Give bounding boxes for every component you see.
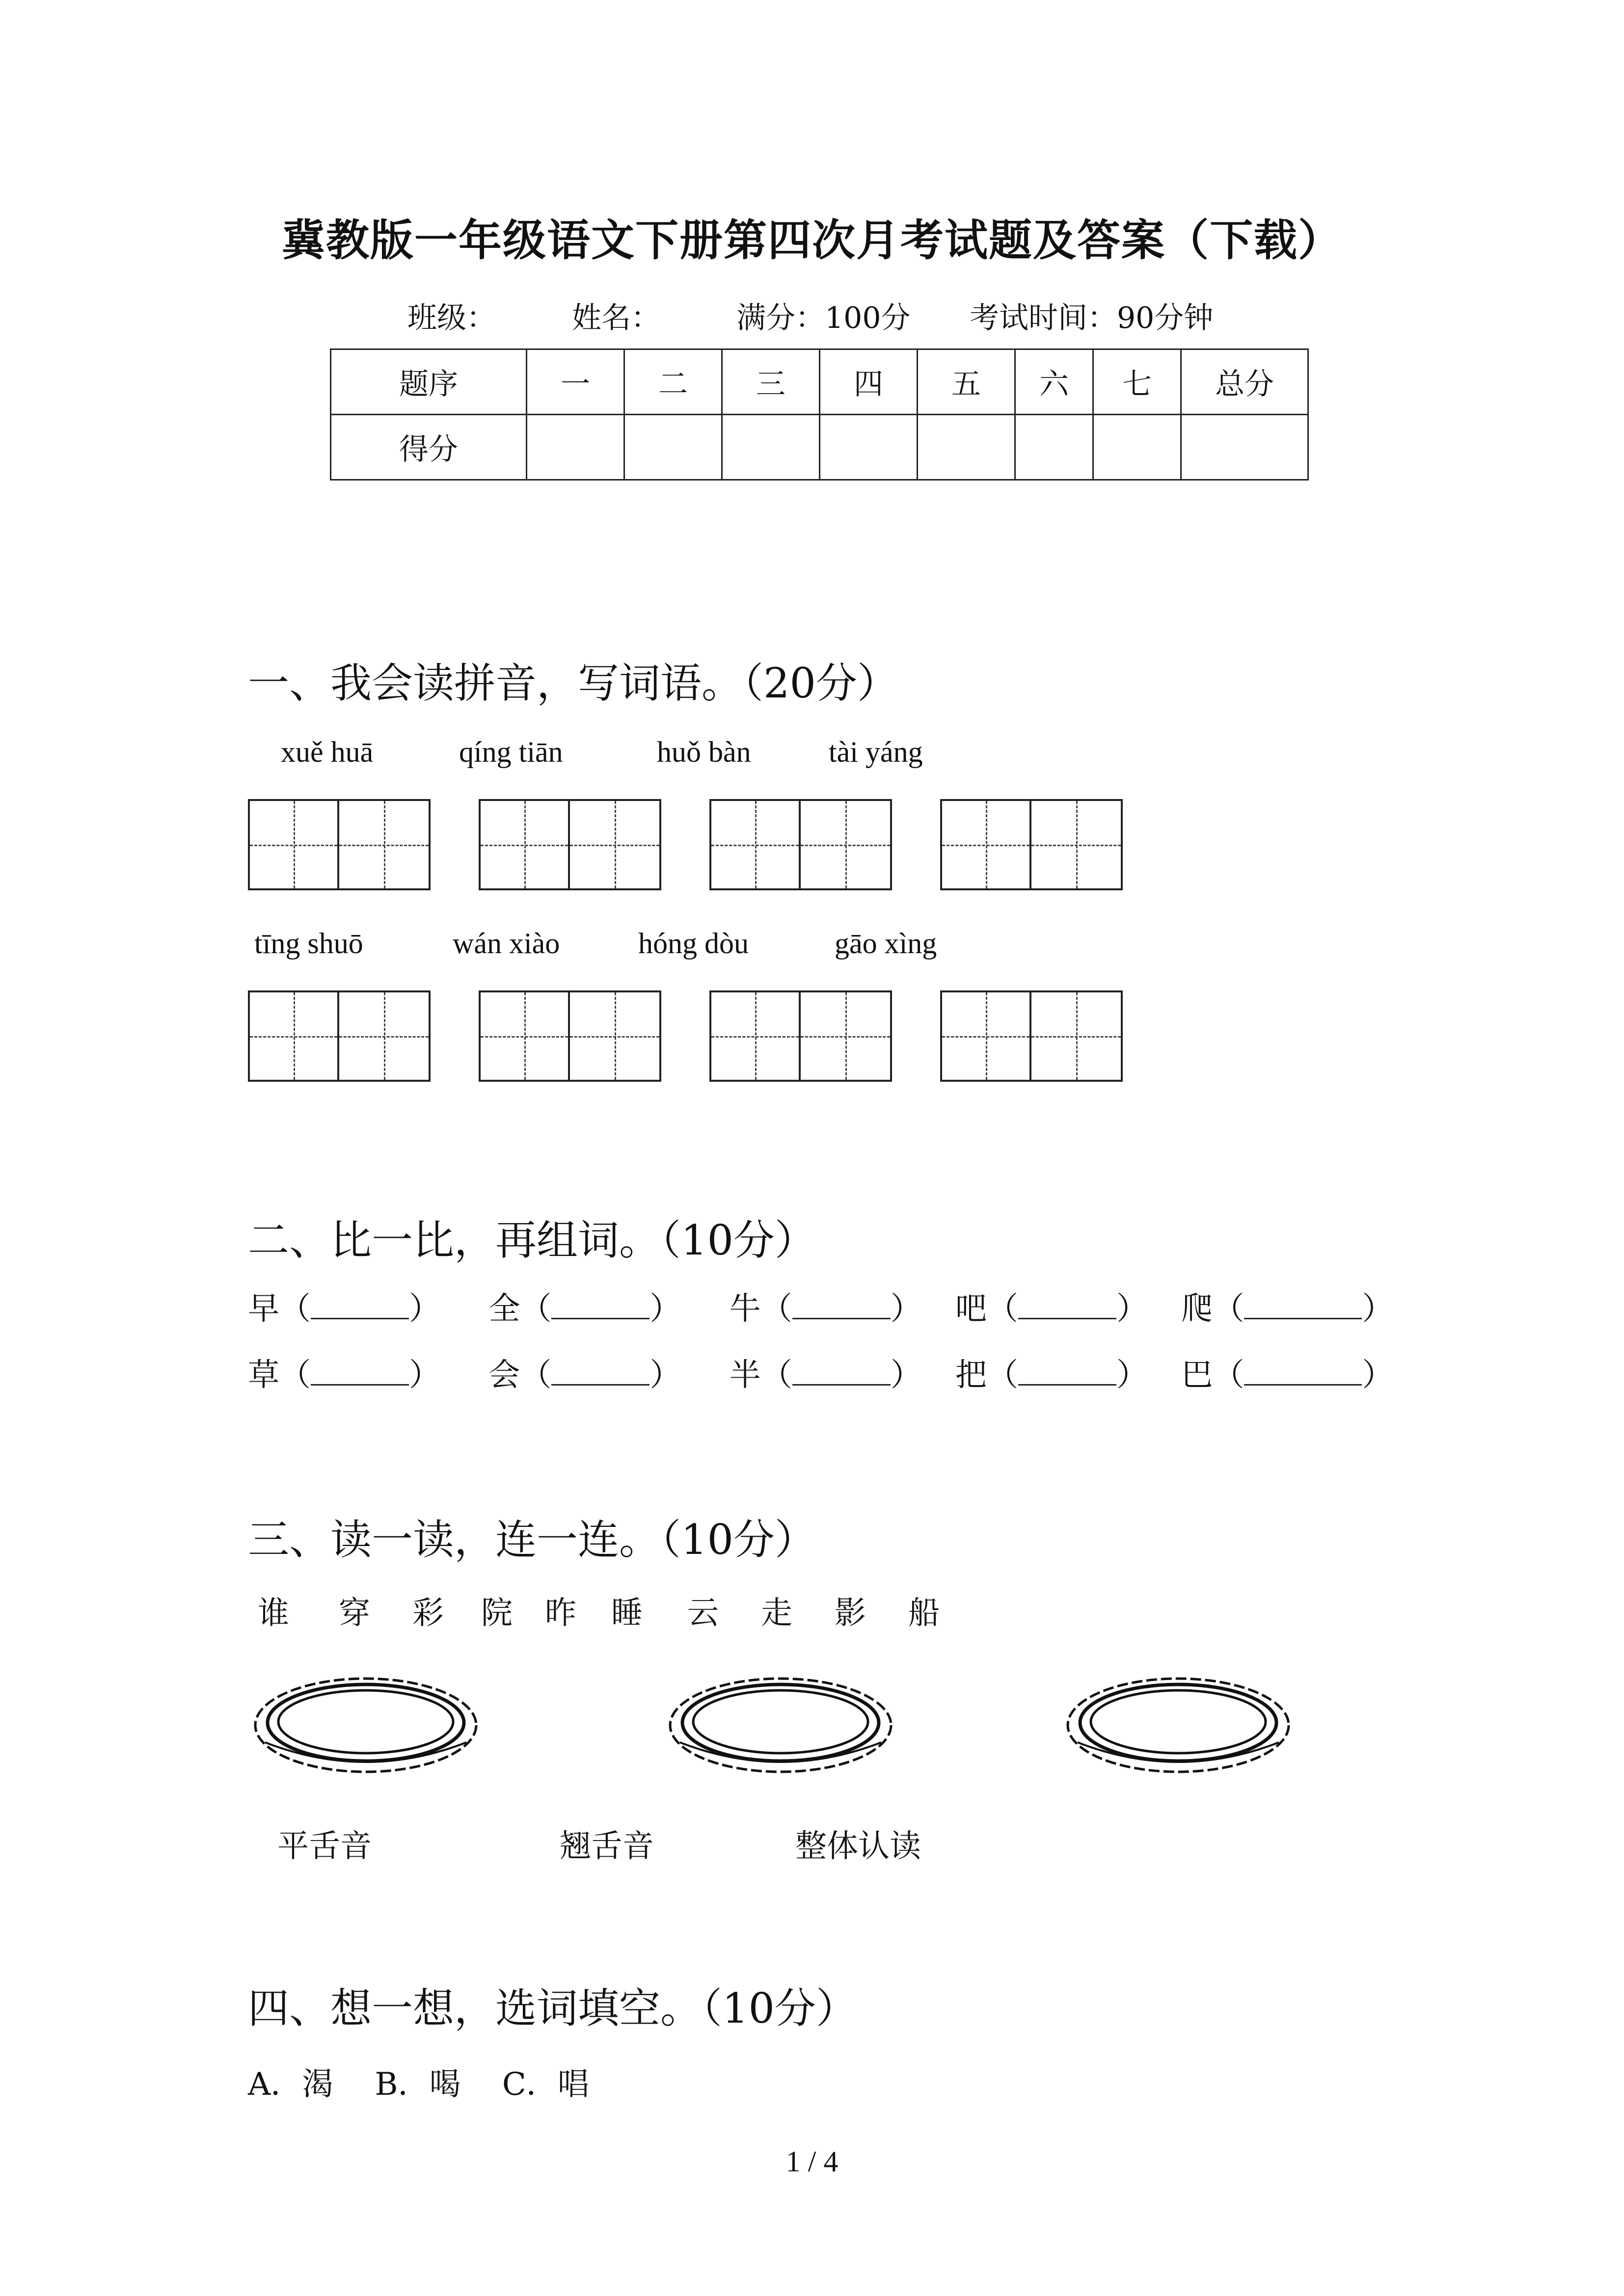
header-cell: 六 bbox=[1015, 349, 1093, 415]
compare-char: 吧 bbox=[955, 1291, 987, 1327]
answer-blank[interactable] bbox=[1018, 1358, 1116, 1386]
section4-heading: 四、想一想，选词填空。（10分） bbox=[248, 1984, 857, 2032]
basket-oval-icon[interactable] bbox=[660, 1669, 906, 1782]
pinyin-label: tài yáng bbox=[829, 736, 923, 768]
compare-char: 爬 bbox=[1181, 1291, 1213, 1327]
answer-blank[interactable] bbox=[1244, 1358, 1362, 1386]
compare-char: 牛 bbox=[729, 1291, 761, 1327]
char-item[interactable]: 船 bbox=[908, 1595, 940, 1631]
row-label: 得分 bbox=[331, 415, 527, 480]
answer-blank[interactable] bbox=[551, 1358, 650, 1386]
header-cell: 三 bbox=[722, 349, 820, 415]
char-item[interactable]: 睡 bbox=[611, 1595, 643, 1631]
score-table-header-row bbox=[331, 349, 1308, 415]
compare-char: 巴 bbox=[1181, 1357, 1213, 1393]
score-cell[interactable] bbox=[527, 415, 624, 480]
answer-blank[interactable] bbox=[1244, 1291, 1362, 1319]
score-table bbox=[330, 348, 1309, 481]
header-cell: 一 bbox=[527, 349, 624, 415]
header-cell: 二 bbox=[624, 349, 722, 415]
score-cell[interactable] bbox=[1093, 415, 1181, 480]
char-item[interactable]: 穿 bbox=[339, 1595, 370, 1631]
score-cell[interactable] bbox=[820, 415, 918, 480]
section3-heading: 三、读一读，连一连。（10分） bbox=[248, 1516, 816, 1564]
class-label: 班级： bbox=[407, 301, 496, 335]
compare-char: 早 bbox=[248, 1291, 279, 1327]
basket-oval-icon[interactable] bbox=[1058, 1669, 1303, 1782]
char-item[interactable]: 昨 bbox=[545, 1595, 576, 1631]
answer-blank[interactable] bbox=[311, 1291, 409, 1319]
compare-row-1: 早（ ） 全（ ） 牛（ ） 吧（ ） 爬（ ） bbox=[248, 1291, 1394, 1327]
pinyin-label: gāo xìng bbox=[835, 927, 937, 960]
pinyin-label: tīng shuō bbox=[254, 927, 363, 960]
compare-char: 会 bbox=[488, 1357, 520, 1393]
char-item[interactable]: 云 bbox=[687, 1595, 719, 1631]
char-item[interactable]: 谁 bbox=[258, 1595, 289, 1631]
answer-blank[interactable] bbox=[792, 1358, 891, 1386]
pinyin-label: xuě huā bbox=[281, 736, 374, 768]
score-cell[interactable] bbox=[624, 415, 722, 480]
score-cell[interactable] bbox=[918, 415, 1015, 480]
compare-char: 把 bbox=[955, 1357, 987, 1393]
header-cell: 五 bbox=[918, 349, 1015, 415]
header-cell: 总分 bbox=[1181, 349, 1308, 415]
name-label: 姓名： bbox=[572, 301, 660, 335]
char-item[interactable]: 彩 bbox=[412, 1595, 444, 1631]
score-cell[interactable] bbox=[1181, 415, 1308, 480]
header-cell: 七 bbox=[1093, 349, 1181, 415]
compare-char: 草 bbox=[248, 1357, 279, 1393]
char-item[interactable]: 院 bbox=[481, 1595, 513, 1631]
compare-char: 半 bbox=[729, 1357, 761, 1393]
writing-grid-row-2 bbox=[0, 990, 1624, 1084]
answer-blank[interactable] bbox=[551, 1291, 650, 1319]
score-cell[interactable] bbox=[722, 415, 820, 480]
pinyin-label: wán xiào bbox=[453, 927, 560, 960]
page-number: 1 / 4 bbox=[785, 2145, 839, 2178]
category-label-flat-tongue: 平舌音 bbox=[277, 1828, 372, 1865]
char-item[interactable]: 影 bbox=[835, 1595, 866, 1631]
char-list bbox=[258, 1588, 940, 1633]
score-table-score-row bbox=[331, 415, 1308, 480]
header-cell: 四 bbox=[820, 349, 918, 415]
basket-oval-icon[interactable] bbox=[245, 1669, 491, 1782]
answer-blank[interactable] bbox=[792, 1291, 891, 1319]
category-label-whole-syllable: 整体认读 bbox=[795, 1828, 921, 1865]
pinyin-label: hóng dòu bbox=[638, 927, 749, 960]
compare-char: 全 bbox=[488, 1291, 520, 1327]
char-item[interactable]: 走 bbox=[761, 1595, 792, 1631]
category-label-curled-tongue: 翘舌音 bbox=[560, 1828, 654, 1865]
pinyin-label: qíng tiān bbox=[459, 736, 563, 768]
section2-heading: 二、比一比，再组词。（10分） bbox=[248, 1216, 816, 1264]
page-title: 冀教版一年级语文下册第四次月考试题及答案（下载） bbox=[281, 214, 1342, 266]
full-score: 满分：100分 bbox=[736, 301, 911, 335]
header-cell: 题序 bbox=[331, 349, 527, 415]
compare-row-2: 草（ ） 会（ ） 半（ ） 把（ ） 巴（ ） bbox=[248, 1357, 1394, 1393]
exam-time: 考试时间：90分钟 bbox=[970, 301, 1214, 335]
writing-grid-row-1 bbox=[0, 799, 1624, 892]
answer-blank[interactable] bbox=[311, 1358, 409, 1386]
pinyin-label: huǒ bàn bbox=[657, 736, 751, 768]
answer-blank[interactable] bbox=[1018, 1291, 1116, 1319]
choice-options: A．渴 B．喝 C．唱 bbox=[248, 2066, 589, 2103]
section1-heading: 一、我会读拼音，写词语。（20分） bbox=[248, 659, 898, 707]
score-cell[interactable] bbox=[1015, 415, 1093, 480]
